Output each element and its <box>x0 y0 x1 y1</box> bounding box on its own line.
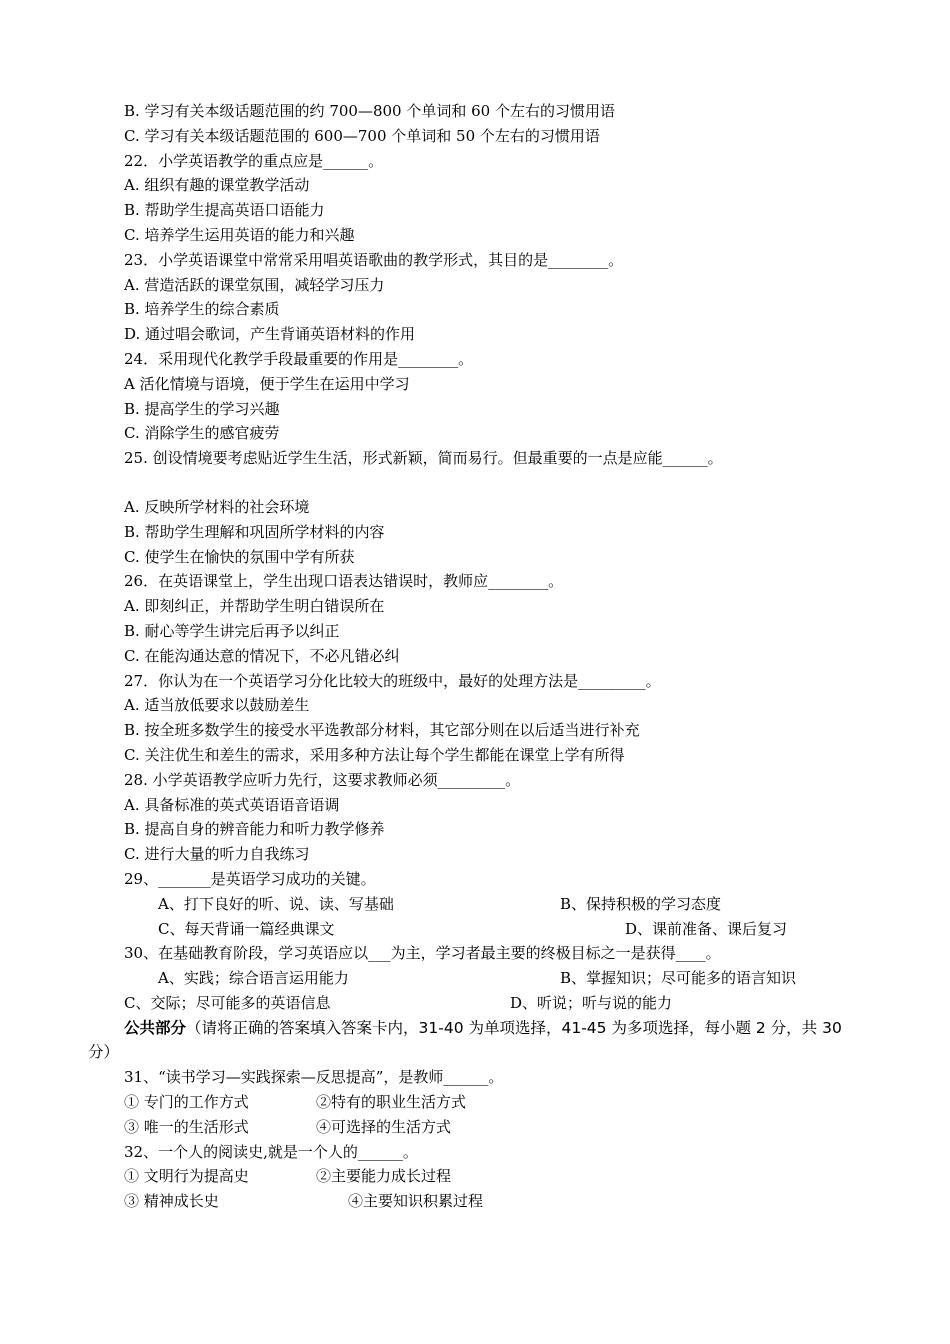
text-line: B. 培养学生的综合素质 <box>124 300 280 319</box>
question-block-25-29 <box>124 495 884 892</box>
text-line: B. 提高学生的学习兴趣 <box>124 399 280 418</box>
public-section-instructions-cont: 分） <box>88 1043 120 1062</box>
q32-options-row-1 <box>124 1164 884 1189</box>
q31-stem: 31、“读书学习—实践探索—反思提高”，是教师______。 <box>124 1068 504 1087</box>
q29-options-row-1 <box>124 892 884 917</box>
q30-option-b: B、掌握知识；尽可能多的语言知识 <box>560 969 797 988</box>
blank-line <box>124 471 884 495</box>
text-line: C. 在能沟通达意的情况下，不必凡错必纠 <box>124 646 400 665</box>
q29-option-c: C、每天背诵一篇经典课文 <box>158 919 335 938</box>
text-line: A. 反映所学材料的社会环境 <box>124 497 310 516</box>
q30-options-row-2 <box>124 991 884 1016</box>
text-line: A. 具备标准的英式英语语音语调 <box>124 795 340 814</box>
text-line: 24．采用现代化教学手段最重要的作用是________。 <box>124 349 474 368</box>
q31-option-3: ③ 唯一的生活形式 <box>124 1117 249 1136</box>
q32-option-4: ④主要知识积累过程 <box>348 1192 484 1211</box>
text-line: A. 营造活跃的课堂氛围，减轻学习压力 <box>124 275 385 294</box>
q31-options-row-1 <box>124 1090 884 1115</box>
q31-option-4: ④可选择的生活方式 <box>316 1117 452 1136</box>
text-line: A. 组织有趣的课堂教学活动 <box>124 176 310 195</box>
q32-options-row-2 <box>124 1189 884 1214</box>
q32-stem: 32、一个人的阅读史,就是一个人的______。 <box>124 1142 418 1161</box>
text-line: B. 提高自身的辨音能力和听力教学修养 <box>124 820 385 839</box>
q29-option-a: A、打下良好的听、说、读、写基础 <box>158 894 394 913</box>
q31-option-1: ① 专门的工作方式 <box>124 1093 249 1112</box>
text-line: 27．你认为在一个英语学习分化比较大的班级中，最好的处理方法是_________。 <box>124 671 661 690</box>
text-line: B. 耐心等学生讲完后再予以纠正 <box>124 621 340 640</box>
text-line: 23．小学英语课堂中常常采用唱英语歌曲的教学形式，其目的是________。 <box>124 250 624 269</box>
q32-option-2: ②主要能力成长过程 <box>316 1167 452 1186</box>
text-line: C. 培养学生运用英语的能力和兴趣 <box>124 225 355 244</box>
public-section-title: 公共部分 <box>124 1018 187 1037</box>
text-line: B. 按全班多数学生的接受水平选教部分材料，其它部分则在以后适当进行补充 <box>124 721 640 740</box>
text-line: C. 消除学生的感官疲劳 <box>124 424 280 443</box>
text-line: C. 关注优生和差生的需求，采用多种方法让每个学生都能在课堂上学有所得 <box>124 745 625 764</box>
text-line: B. 帮助学生理解和巩固所学材料的内容 <box>124 522 385 541</box>
text-line: 25. 创设情境要考虑贴近学生生活，形式新颖，简而易行。但最重要的一点是应能______。 <box>124 449 723 468</box>
text-line: C. 使学生在愉快的氛围中学有所获 <box>124 547 355 566</box>
q32-option-1: ① 文明行为提高史 <box>124 1167 249 1186</box>
q31-option-2: ②特有的职业生活方式 <box>316 1093 467 1112</box>
text-line: A. 即刻纠正，并帮助学生明白错误所在 <box>124 597 385 616</box>
public-section-header <box>124 1016 884 1041</box>
text-line: A. 适当放低要求以鼓励差生 <box>124 696 310 715</box>
q30-stem: 30、在基础教育阶段，学习英语应以___为主，学习者最主要的终极目标之一是获得____。 <box>124 944 721 963</box>
q30-option-a: A、实践；综合语言运用能力 <box>158 969 349 988</box>
text-line: 29、_______是英语学习成功的关键。 <box>124 869 376 888</box>
text-line: C. 学习有关本级话题范围的 600—700 个单词和 50 个左右的习惯用语 <box>124 126 600 145</box>
q32-option-3: ③ 精神成长史 <box>124 1192 219 1211</box>
text-line: C. 进行大量的听力自我练习 <box>124 845 310 864</box>
text-line: 28. 小学英语教学应听力先行，这要求教师必须_________。 <box>124 770 521 789</box>
public-section-instructions: （请将正确的答案填入答案卡内，31-40 为单项选择，41-45 为多项选择，每小题 2 分，共 30 <box>186 1018 842 1037</box>
exam-content <box>88 99 884 1214</box>
q29-option-d: D、课前准备、课后复习 <box>625 919 788 938</box>
text-line: B. 帮助学生提高英语口语能力 <box>124 201 325 220</box>
text-line: 22．小学英语教学的重点应是______。 <box>124 151 384 170</box>
q29-option-b: B、保持积极的学习态度 <box>560 894 722 913</box>
question-block-22-25 <box>124 99 884 471</box>
q30-option-c: C、交际；尽可能多的英语信息 <box>124 993 331 1012</box>
text-line: B. 学习有关本级话题范围的约 700—800 个单词和 60 个左右的习惯用语 <box>124 102 615 120</box>
text-line: 26．在英语课堂上，学生出现口语表达错误时，教师应________。 <box>124 572 564 591</box>
q30-option-d: D、听说；听与说的能力 <box>510 993 673 1012</box>
q29-options-row-2 <box>124 917 884 942</box>
text-line: D. 通过唱会歌词，产生背诵英语材料的作用 <box>124 325 416 344</box>
text-line: A 活化情境与语境，便于学生在运用中学习 <box>124 374 410 393</box>
q31-options-row-2 <box>124 1115 884 1140</box>
q30-options-row-1 <box>124 966 884 991</box>
